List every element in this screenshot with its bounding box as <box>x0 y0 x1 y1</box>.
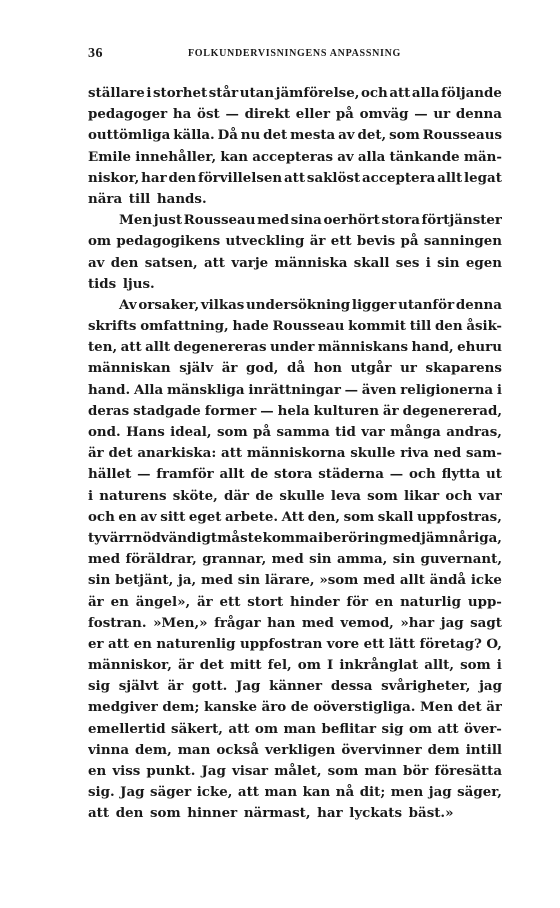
text-line: ten, att allt degenereras under människans hand, ehuru <box>88 339 502 356</box>
running-title: FOLKUNDERVISNINGENS ANPASSNING <box>188 48 401 59</box>
text-line: Emile innehåller, kan accepteras av alla tänkande män- <box>88 148 502 165</box>
text-line: sig. Jag säger icke, att man kan nå dit; men jag säger, <box>88 784 502 801</box>
text-line: hället — framför allt de stora städerna — och flytta ut <box>88 466 502 483</box>
text-line: Av orsaker, vilkas undersökning ligger utanför denna <box>119 296 502 313</box>
text-line: i naturens sköte, där de skulle leva som likar och var <box>88 487 502 504</box>
text-line: hand. Alla mänskliga inrättningar — även religionerna i <box>88 381 502 398</box>
text-line: människor, är det mitt fel, om I inkrånglat allt, som i <box>88 657 502 674</box>
text-line: människan själv är god, då hon utgår ur skaparens <box>88 360 502 377</box>
text-line: Men just Rousseau med sina oerhört stora förtjänster <box>119 212 502 229</box>
text-line: och en av sitt eget arbete. Att den, som skall uppfostras, <box>88 508 502 525</box>
text-line: sin betjänt, ja, med sin lärare, »som med allt ändå icke <box>88 572 502 589</box>
text-line: med föräldrar, grannar, med sin amma, sin guvernant, <box>88 551 502 568</box>
text-line: medgiver dem; kanske äro de oöverstigliga. Men det är <box>88 699 502 716</box>
text-line: en viss punkt. Jag visar målet, som man bör föresätta <box>88 763 502 779</box>
running-head <box>88 46 503 62</box>
text-line: deras stadgade former — hela kulturen är degenererad, <box>88 402 502 419</box>
text-line: om pedagogikens utveckling är ett bevis på sanningen <box>88 233 502 250</box>
text-line: är en ängel», är ett stort hinder för en naturlig upp- <box>88 593 502 610</box>
text-line: tids ljus. <box>88 275 155 292</box>
text-line: är det anarkiska: att människorna skulle riva ned sam- <box>88 445 502 462</box>
text-line: outtömliga källa. Då nu det mesta av det, som Rousseaus <box>88 127 502 144</box>
text-line: er att en naturenlig uppfostran vore ett lätt företag? O, <box>88 635 502 652</box>
text-line: emellertid säkert, att om man beflitar sig om att över- <box>88 720 502 737</box>
text-line: ond. Hans ideal, som på samma tid var många andras, <box>88 424 502 440</box>
text-line: skrifts omfattning, hade Rousseau kommit till den åsik- <box>88 318 502 335</box>
text-line: ställare i storhet står utan jämförelse, och att alla följande <box>88 85 502 101</box>
text-line: att den som hinner närmast, har lyckats bäst.» <box>88 805 454 822</box>
text-line: tyvärr nödvändigt måste komma i beröring med jämnåriga, <box>88 529 502 546</box>
text-line: av den satsen, att varje människa skall ses i sin egen <box>88 254 502 271</box>
text-line: pedagoger ha öst — direkt eller på omväg — ur denna <box>88 106 502 123</box>
text-line: sig självt är gott. Jag känner dessa svårigheter, jag <box>88 678 502 695</box>
text-line: fostran. »Men,» frågar han med vemod, »har jag sagt <box>88 614 502 631</box>
text-line: nära till hands. <box>88 190 207 207</box>
text-line: niskor, har den förvillelsen att saklöst acceptera allt legat <box>88 169 502 186</box>
page-number: 36 <box>88 46 103 61</box>
body-text <box>88 83 502 825</box>
text-line: vinna dem, man också verkligen övervinner dem intill <box>88 741 502 758</box>
